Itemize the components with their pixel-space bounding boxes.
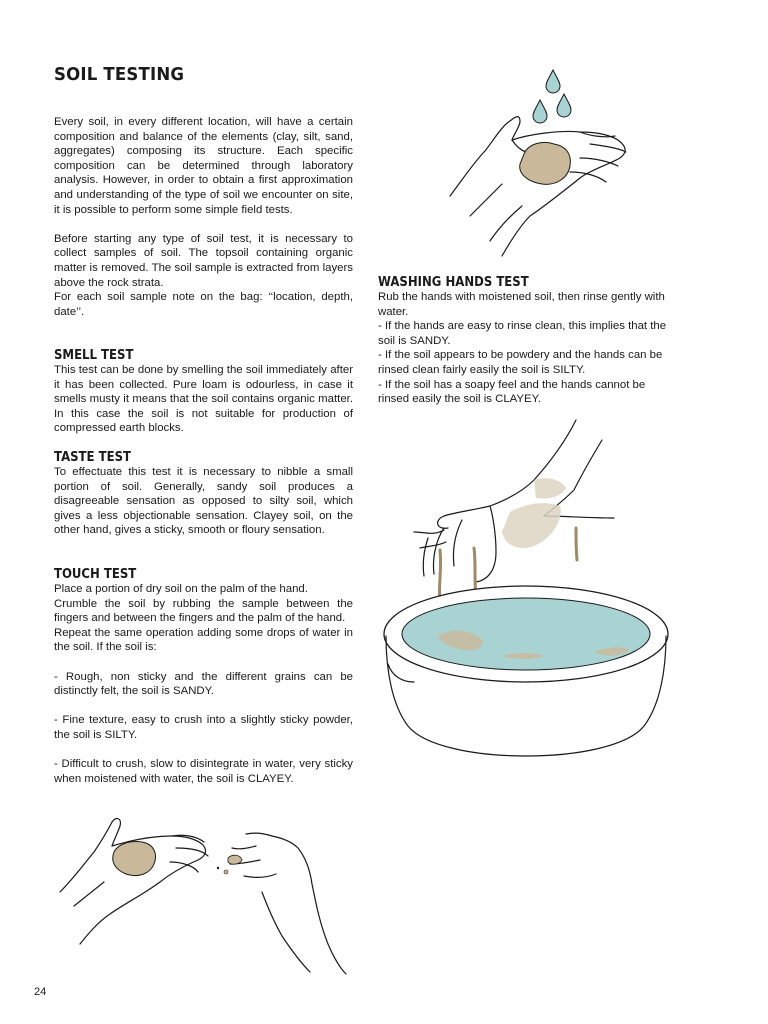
touch-test-section: [54, 567, 353, 786]
hand-with-soil-and-water-drops-illustration: [440, 66, 640, 258]
touch-test-paragraph-2: Crumble the soil by rubbing the sample between the fingers and between the fingers and the palm of the hand.: [54, 597, 353, 625]
washing-hands-test-heading: WASHING HANDS TEST: [378, 275, 529, 290]
washing-test-clayey: - If the soil has a soapy feel and the hands cannot be rinsed easily the soil is CLAYEY.: [378, 378, 646, 406]
touch-test-clayey: - Difficult to crush, slow to disintegrate in water, very sticky when moistened with water, the soil is CLAYEY.: [54, 758, 353, 785]
touch-test-heading: TOUCH TEST: [54, 567, 137, 582]
washing-test-sandy: - If the hands are easy to rinse clean, this implies that the soil is SANDY.: [378, 320, 667, 347]
washing-hands-bowl-illustration: [384, 420, 674, 760]
water-drop-icon: [546, 70, 560, 93]
touch-test-silty: - Fine texture, easy to crush into a slightly sticky powder, the soil is SILTY.: [54, 714, 353, 741]
taste-test-section: [54, 450, 353, 538]
bowl-water: [402, 598, 650, 670]
soil-sample: [520, 142, 571, 184]
taste-test-text: To effectuate this test it is necessary to nibble a small portion of soil. Generally, sandy soil produces a disagreeable sensation as opposed to silty soil, which gives a less objectionable sensation. Clayey soil, on the other hand, gives a sticky, smooth or floury sensation.: [54, 466, 353, 537]
touch-test-hands-illustration: [54, 812, 354, 976]
page-number: 24: [34, 986, 47, 998]
touch-test-paragraph-3: Repeat the same operation adding some drops of water in the soil. If the soil is:: [54, 626, 353, 654]
intro-paragraph-1: Every soil, in every different location, will have a certain composition and balance of the elements (clay, silt, sand, aggregates) composing its structure. Each specific composition can be determined through laboratory analysis. However, in order to obtain a first approximation and understanding of the type of soil we encounter on site, it is possible to perform some simple field tests.: [54, 116, 353, 216]
smell-test-heading: SMELL TEST: [54, 348, 134, 363]
washing-test-silty: - If the soil appears to be powdery and the hands can be rinsed clean fairly easily the soil is SILTY.: [378, 349, 663, 376]
water-drop-icon: [557, 94, 571, 117]
intro-paragraph-3: For each soil sample note on the bag: ‘‘location, depth, date’’.: [54, 291, 353, 318]
intro-paragraph-2: Before starting any type of soil test, it is necessary to collect samples of soil. The topsoil containing organic matter is removed. The soil sample is extracted from layers above the rock strata.: [54, 232, 353, 289]
touch-test-paragraph-1: Place a portion of dry soil on the palm of the hand.: [54, 583, 308, 595]
washing-test-paragraph-1: Rub the hands with moistened soil, then rinse gently with water.: [378, 291, 665, 318]
smell-test-text: This test can be done by smelling the soil immediately after it has been collected. Pure loam is odourless, in case it smells musty it means that the soil contains organic matter. In this case the soil is not suitable for production of compressed earth blocks.: [54, 364, 353, 435]
page-title: SOIL TESTING: [54, 64, 185, 85]
smell-test-section: [54, 348, 353, 436]
washing-hands-test-section: [378, 275, 677, 407]
water-drop-icon: [533, 100, 547, 123]
left-column: [54, 115, 353, 319]
soil-sample: [113, 841, 156, 875]
touch-test-sandy: - Rough, non sticky and the different grains can be distinctly felt, the soil is SANDY.: [54, 670, 353, 698]
taste-test-heading: TASTE TEST: [54, 450, 131, 465]
